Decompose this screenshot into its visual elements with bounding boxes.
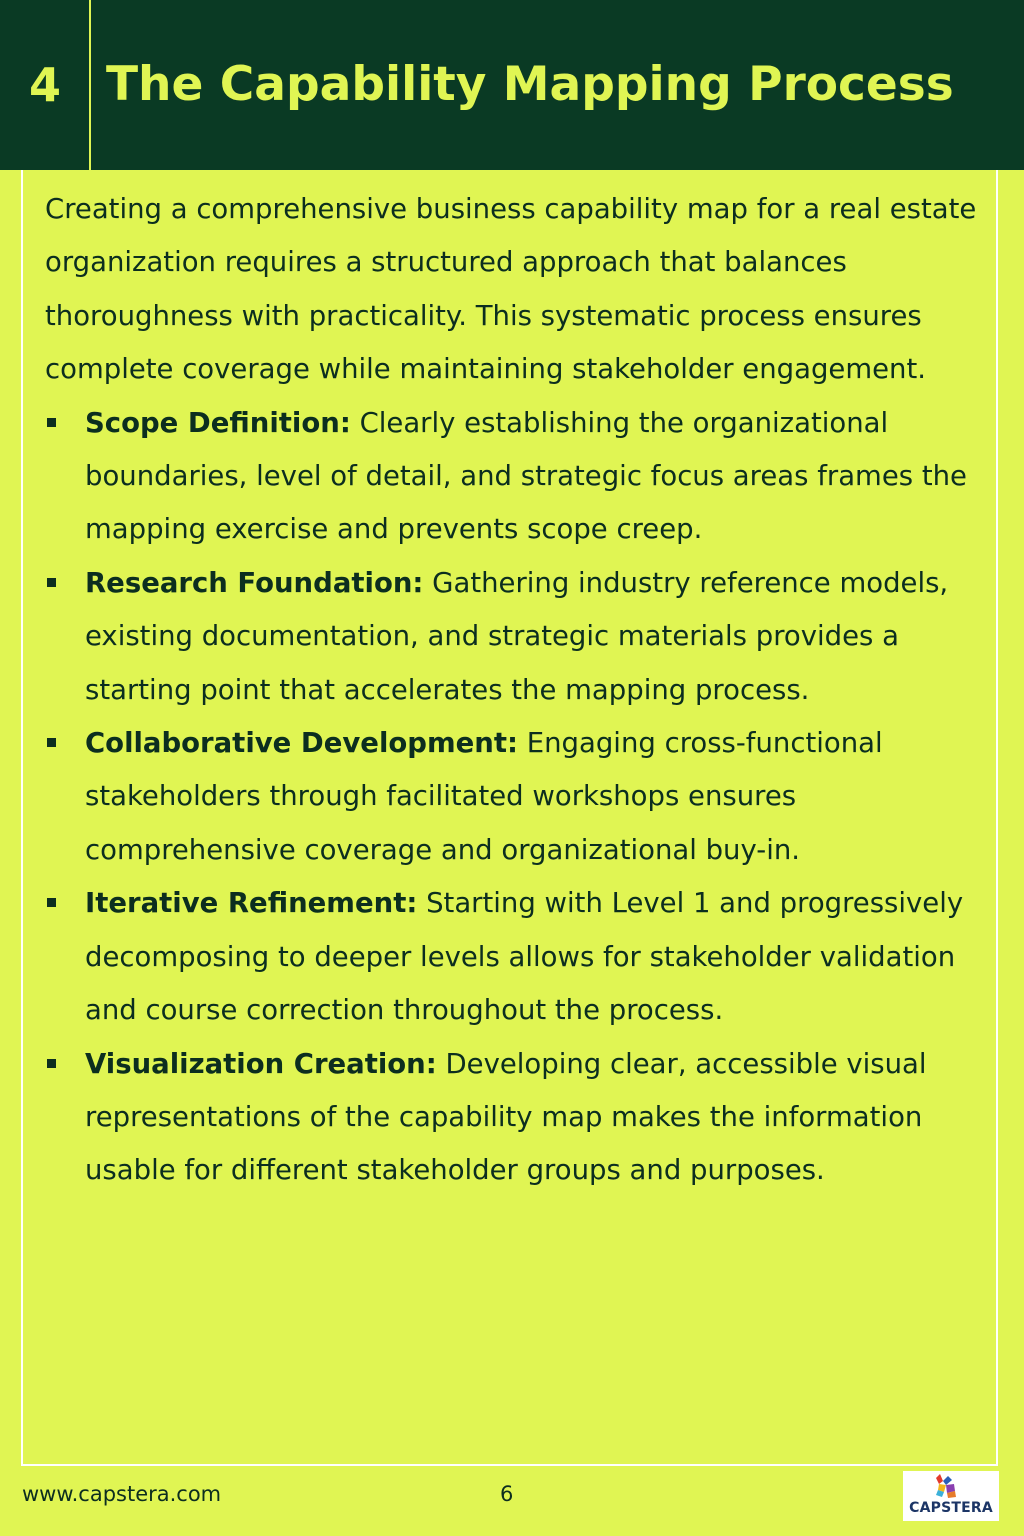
square-bullet-icon xyxy=(47,1059,56,1068)
page-header xyxy=(0,0,1024,170)
logo-text: CAPSTERA xyxy=(909,1500,993,1516)
step-term: Visualization Creation: xyxy=(85,1047,437,1080)
header-divider xyxy=(89,0,91,170)
square-bullet-icon xyxy=(47,738,56,747)
main-content xyxy=(45,183,980,1198)
list-item xyxy=(45,557,980,717)
step-description: Starting with Level 1 and progressively decomposing to deeper levels allows for stakeholder validation and course correction throughout the process. xyxy=(85,887,964,1027)
step-term: Research Foundation: xyxy=(85,566,424,599)
step-description: Gathering industry reference models, existing documentation, and strategic materials provides a starting point that accelerates the mapping process. xyxy=(85,566,949,706)
capstera-logo xyxy=(903,1471,999,1521)
process-steps-list xyxy=(45,397,980,1198)
step-term: Collaborative Development: xyxy=(85,727,518,760)
list-item xyxy=(45,717,980,877)
step-term: Iterative Refinement: xyxy=(85,887,418,920)
step-description: Engaging cross-functional stakeholders through facilitated workshops ensures comprehensive coverage and organizational buy-in. xyxy=(85,727,883,866)
list-item xyxy=(45,397,980,557)
step-description: Clearly establishing the organizational boundaries, level of detail, and strategic focus areas frames the mapping exercise and prevents scope creep. xyxy=(85,406,967,546)
page-title: The Capability Mapping Process xyxy=(106,57,954,112)
step-description: Developing clear, accessible visual representations of the capability map makes the information usable for different stakeholder groups and purposes. xyxy=(85,1047,927,1187)
square-bullet-icon xyxy=(47,578,56,587)
list-item xyxy=(45,1038,980,1198)
section-number: 4 xyxy=(28,58,61,112)
intro-paragraph: Creating a comprehensive business capability map for a real estate organization requires a structured approach that balances thoroughness with practicality. This systematic process ensures complete coverage while maintaining stakeholder engagement. xyxy=(45,193,977,386)
footer-url[interactable]: www.capstera.com xyxy=(22,1482,222,1506)
square-bullet-icon xyxy=(47,898,56,907)
page-number: 6 xyxy=(500,1482,514,1506)
square-bullet-icon xyxy=(47,418,56,427)
list-item xyxy=(45,877,980,1037)
step-term: Scope Definition: xyxy=(85,406,351,439)
